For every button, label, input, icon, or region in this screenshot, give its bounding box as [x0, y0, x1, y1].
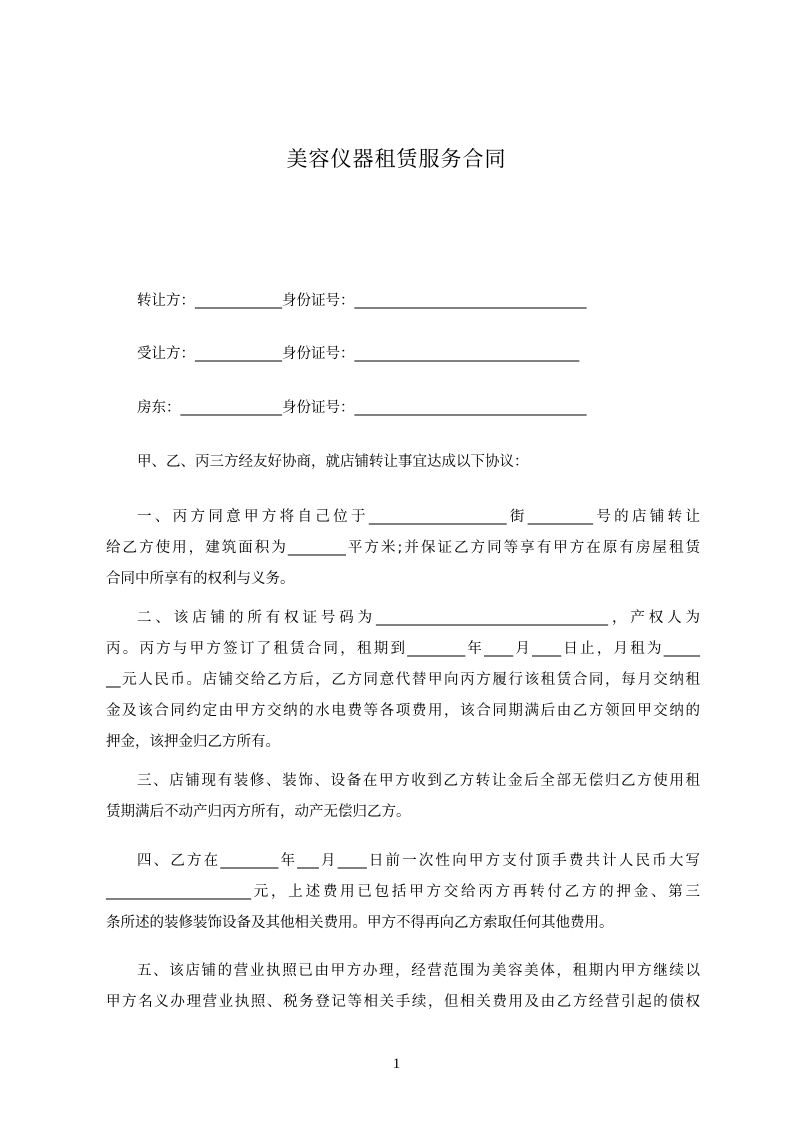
- clause-3-line: 三、店铺现有装修、装饰、设备在甲方收到乙方转让金后全部无偿归乙方使用租: [137, 772, 700, 789]
- clause-2: [106, 602, 700, 757]
- clause-2-line: __元人民币。店铺交给乙方后，乙方同意代替甲向丙方履行该租赁合同，每月交纳租: [106, 671, 700, 688]
- landlord-line: 房东：______________身份证号：________________________________: [137, 400, 587, 416]
- clause-5: [106, 955, 700, 1017]
- clause-2-line: 金及该合同约定由甲方交纳的水电费等各项费用，该合同期满后由乙方领回甲交纳的: [106, 702, 700, 719]
- clause-3: [106, 765, 700, 827]
- clause-4-line: 条所述的装修装饰设备及其他相关费用。甲方不得再向乙方索取任何其他费用。: [106, 914, 614, 931]
- clause-1: [106, 501, 700, 594]
- page-number: 1: [392, 1056, 401, 1072]
- clause-5-line: 五、该店铺的营业执照已由甲方办理，经营范围为美容美体，租期内甲方继续以: [137, 962, 700, 979]
- clause-4-line: 四、乙方在________年___月____日前一次性向甲方支付顶手费共计人民币大写: [137, 852, 700, 869]
- transferor-line: 转让方：____________身份证号：________________________________: [137, 293, 587, 309]
- transferee-line: 受让方：____________身份证号：_______________________________: [137, 346, 580, 362]
- document-title: 美容仪器租赁服务合同: [286, 147, 507, 171]
- clause-2-line: 丙。丙方与甲方签订了租赁合同，租期到________年____月____日止，月租为_____: [106, 640, 700, 657]
- clause-1-line: 给乙方使用，建筑面积为________平方米;并保证乙方同等享有甲方在原有房屋租赁: [106, 539, 700, 556]
- clause-5-line: 甲方名义办理营业执照、税务登记等相关手续，但相关费用及由乙方经营引起的债权: [106, 993, 700, 1010]
- clause-2-line: 二、该店铺的所有权证号码为________________________________，产权人为: [137, 609, 700, 626]
- clause-2-line: 押金，该押金归乙方所有。: [106, 733, 280, 750]
- clause-3-line: 赁期满后不动产归丙方所有，动产无偿归乙方。: [106, 803, 411, 820]
- clause-1-line: 一、丙方同意甲方将自己位于___________________街_________号的店铺转让: [137, 508, 700, 525]
- intro-paragraph: 甲、乙、丙三方经友好协商，就店铺转让事宜达成以下协议：: [137, 454, 529, 470]
- clause-1-line: 合同中所享有的权利与义务。: [106, 570, 295, 587]
- clause-4: [106, 845, 700, 938]
- clause-4-line: ____________________元，上述费用已包括甲方交给丙方再转付乙方的押金、第三: [106, 883, 700, 900]
